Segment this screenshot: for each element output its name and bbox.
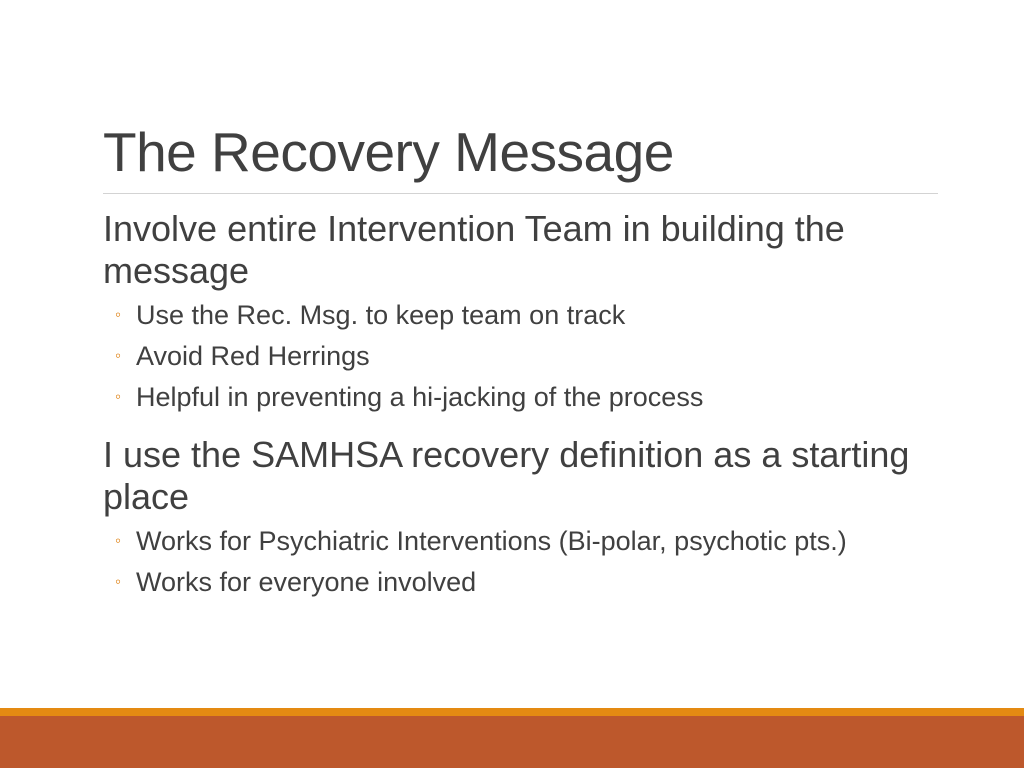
section-heading-samhsa: I use the SAMHSA recovery definition as a starting place [103,434,910,517]
list-item-text: Avoid Red Herrings [136,341,370,371]
list-item [103,524,928,558]
title-divider [103,193,938,194]
list-item [103,565,928,599]
list-item [103,380,928,414]
bullet-circle-icon: ◦ [115,346,122,365]
footer-band [0,708,1024,768]
footer-accent-stripe [0,708,1024,716]
bullet-circle-icon: ◦ [115,531,122,550]
section-list-samhsa [103,524,928,599]
bullet-circle-icon: ◦ [115,387,122,406]
list-item [103,298,928,332]
list-item-text: Helpful in preventing a hi-jacking of the process [136,382,704,412]
section-heading-team: Involve entire Intervention Team in building the message [103,208,845,291]
bullet-circle-icon: ◦ [115,572,122,591]
bullet-circle-icon: ◦ [115,305,122,324]
list-item [103,339,928,373]
list-item-text: Works for Psychiatric Interventions (Bi-polar, psychotic pts.) [136,526,847,556]
list-item-text: Works for everyone involved [136,567,477,597]
slide-content [103,208,928,599]
section-list-team [103,298,928,414]
list-item-text: Use the Rec. Msg. to keep team on track [136,300,626,330]
slide-title: The Recovery Message [103,121,674,183]
